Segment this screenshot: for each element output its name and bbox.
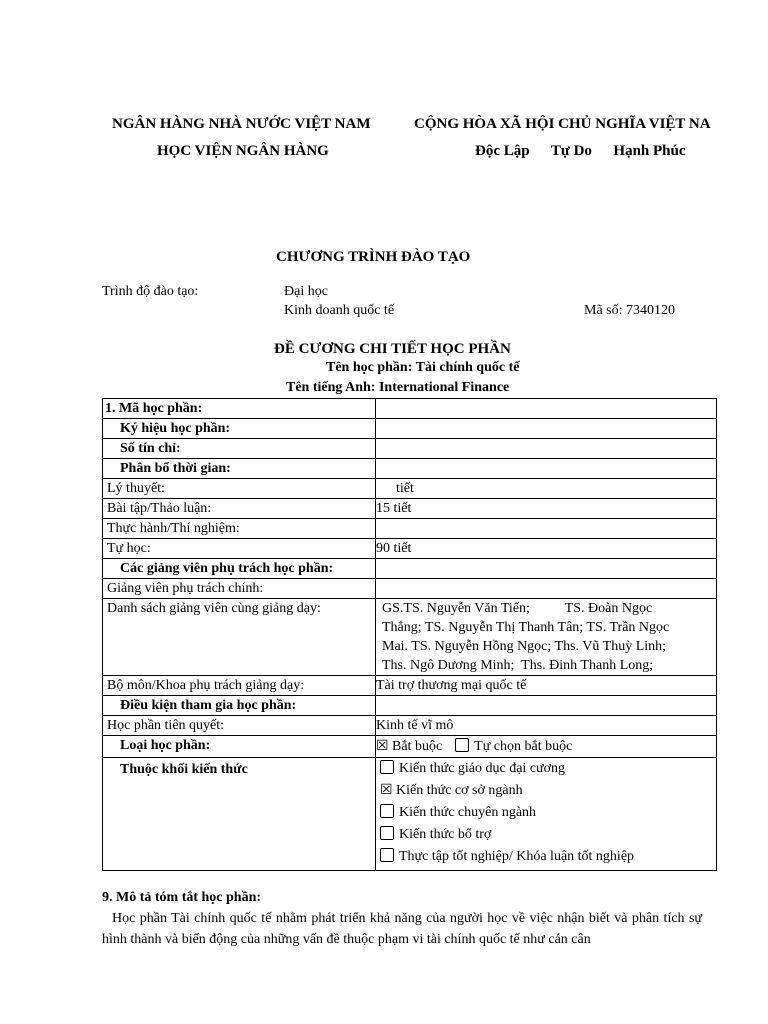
co-lecturers-line: GS.TS. Nguyễn Văn Tiến; TS. Đoàn Ngọc (382, 601, 653, 616)
specialized-label: Kiến thức chuyên ngành (399, 805, 537, 820)
conditions-value (376, 696, 717, 716)
general-education-label: Kiến thức giáo dục đại cương (399, 761, 566, 776)
self-study-label: Tự học: (103, 539, 376, 559)
main-lecturer-value (376, 579, 717, 599)
co-lecturers-label: Danh sách giảng viên cùng giảng dạy: (103, 599, 376, 676)
unchecked-box-icon (380, 848, 394, 862)
table-row (103, 736, 717, 758)
table-row (103, 676, 717, 696)
section9-heading: 9. Mô tả tóm tắt học phần: (102, 890, 262, 905)
course-code-label: 1. Mã học phần: (103, 399, 376, 419)
table-row (103, 459, 717, 479)
prerequisite-value: Kinh tế vĩ mô (376, 716, 717, 736)
header-motto (475, 143, 686, 160)
knowledge-block-options (376, 758, 717, 871)
unchecked-box-icon (380, 760, 394, 774)
foundation-checkbox[interactable] (378, 780, 712, 802)
course-type-options (376, 736, 717, 758)
table-row (103, 399, 717, 419)
internship-label: Thực tập tốt nghiệp/ Khóa luận tốt nghiệp (399, 849, 635, 864)
specialized-checkbox[interactable] (378, 802, 712, 824)
english-name: Tên tiếng Anh: International Finance (286, 380, 510, 395)
syllabus-title: ĐỀ CƯƠNG CHI TIẾT HỌC PHẦN (274, 341, 511, 357)
theory-value: tiết (376, 479, 717, 499)
table-row (103, 519, 717, 539)
knowledge-block-label: Thuộc khối kiến thức (103, 758, 376, 871)
elective-checkbox[interactable] (455, 739, 572, 754)
co-lecturers-line: Mai. TS. Nguyễn Hồng Ngọc; Ths. Vũ Thuỳ Linh; (382, 639, 667, 654)
course-symbol-value (376, 419, 717, 439)
general-education-checkbox[interactable] (378, 758, 712, 780)
supplementary-checkbox[interactable] (378, 824, 712, 846)
internship-checkbox[interactable] (378, 846, 712, 868)
lecturers-heading-value (376, 559, 717, 579)
program-code: Mã số: 7340120 (584, 303, 675, 318)
co-lecturers-line: Thắng; TS. Nguyễn Thị Thanh Tân; TS. Trần Ngọc (382, 620, 670, 635)
main-lecturer-label: Giảng viên phụ trách chính: (103, 579, 376, 599)
credits-value (376, 439, 717, 459)
department-label: Bộ môn/Khoa phụ trách giảng dạy: (103, 676, 376, 696)
table-row (103, 479, 717, 499)
exercise-label: Bài tập/Thảo luận: (103, 499, 376, 519)
credits-label: Số tín chỉ: (103, 439, 376, 459)
unchecked-box-icon (380, 826, 394, 840)
practice-value (376, 519, 717, 539)
motto-freedom: Tự Do (550, 143, 592, 159)
course-type-label: Loại học phần: (103, 736, 376, 758)
checked-box-icon: ☒ (376, 739, 389, 754)
section9-text: Học phần Tài chính quốc tế nhằm phát triển khả năng của người học về việc nhận biết và phân tích sự hình thành và biến động của những vấn đề thuộc phạm vi tài chính quốc tế như cán cân (102, 911, 702, 947)
table-row (103, 419, 717, 439)
self-study-value: 90 tiết (376, 539, 717, 559)
co-lecturers-list (376, 599, 717, 676)
lecturers-heading: Các giảng viên phụ trách học phần: (103, 559, 376, 579)
table-row (103, 539, 717, 559)
motto-independence: Độc Lập (475, 143, 530, 159)
co-lecturers-line: Ths. Ngô Dương Minh; Ths. Đinh Thanh Long; (382, 658, 654, 673)
motto-happiness: Hạnh Phúc (613, 143, 686, 159)
table-row (103, 439, 717, 459)
program-title: CHƯƠNG TRÌNH ĐÀO TẠO (276, 249, 471, 265)
theory-label: Lý thuyết: (103, 479, 376, 499)
foundation-label: Kiến thức cơ sở ngành (396, 783, 523, 798)
required-option-label: Bắt buộc (392, 739, 443, 754)
course-name: Tên học phần: Tài chính quốc tế (326, 360, 520, 375)
unchecked-box-icon (380, 804, 394, 818)
department-value: Tài trợ thương mại quốc tế (376, 676, 717, 696)
course-code-value (376, 399, 717, 419)
checked-box-icon: ☒ (380, 783, 393, 798)
table-row (103, 758, 717, 871)
header-republic: CỘNG HÒA XÃ HỘI CHỦ NGHĨA VIỆT NA (414, 116, 711, 132)
time-allocation-label: Phân bổ thời gian: (103, 459, 376, 479)
practice-label: Thực hành/Thí nghiệm: (103, 519, 376, 539)
time-allocation-value (376, 459, 717, 479)
supplementary-label: Kiến thức bổ trợ (399, 827, 492, 842)
elective-option-label: Tự chọn bắt buộc (474, 739, 573, 754)
course-symbol-label: Ký hiệu học phần: (103, 419, 376, 439)
conditions-heading: Điều kiện tham gia học phần: (103, 696, 376, 716)
course-info-table (102, 398, 717, 871)
prerequisite-label: Học phần tiên quyết: (103, 716, 376, 736)
exercise-value: 15 tiết (376, 499, 717, 519)
major-name: Kinh doanh quốc tế (284, 303, 395, 318)
level-label: Trình độ đào tạo: (102, 284, 199, 299)
table-row (103, 499, 717, 519)
table-row (103, 599, 717, 676)
table-row (103, 559, 717, 579)
header-academy: HỌC VIỆN NGÂN HÀNG (157, 143, 329, 159)
required-checkbox[interactable] (376, 739, 442, 754)
unchecked-box-icon (455, 738, 469, 752)
header-agency: NGÂN HÀNG NHÀ NƯỚC VIỆT NAM (112, 116, 371, 132)
table-row (103, 696, 717, 716)
level-value: Đại học (284, 284, 328, 299)
table-row (103, 579, 717, 599)
table-row (103, 716, 717, 736)
